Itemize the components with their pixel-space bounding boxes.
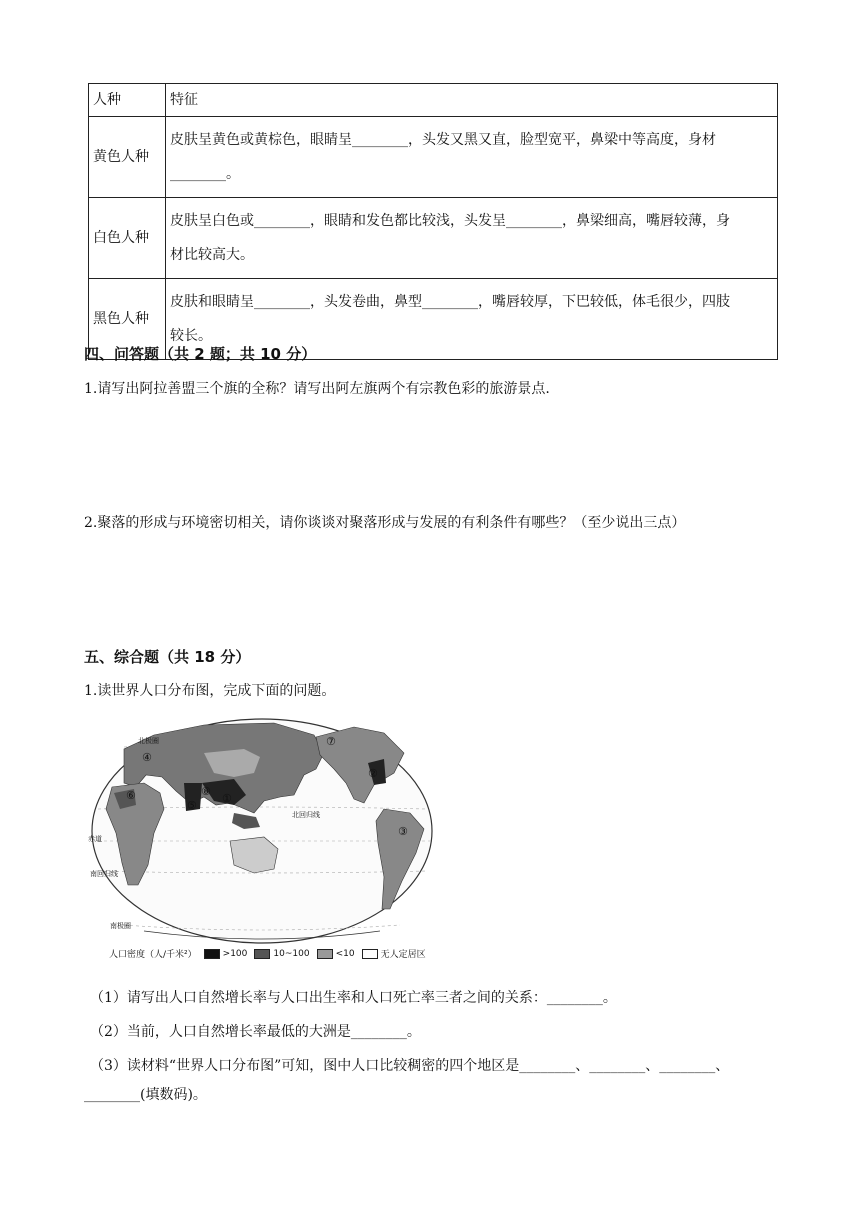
question-5-1: 1.读世界人口分布图，完成下面的问题。 bbox=[84, 683, 336, 699]
equator-label: 赤道 bbox=[88, 835, 102, 843]
marker-1: ① bbox=[222, 792, 232, 805]
race-feature bbox=[166, 117, 778, 198]
subquestion-3: （3）读材料“世界人口分布图”可知，图中人口比较稠密的四个地区是________、________、________、 bbox=[90, 1058, 730, 1074]
marker-8: ⑧ bbox=[201, 785, 211, 798]
legend-title: 人口密度（人/千米²） bbox=[109, 950, 197, 960]
race-name: 黑色人种 bbox=[89, 279, 166, 360]
marker-7: ⑦ bbox=[326, 735, 336, 748]
legend-swatch-uninhabited bbox=[362, 949, 378, 959]
race-feature bbox=[166, 198, 778, 279]
subquestion-1: （1）请写出人口自然增长率与人口出生率和人口死亡率三者之间的关系：________。 bbox=[90, 990, 617, 1006]
marker-6: ⑥ bbox=[126, 789, 136, 802]
feature-line: ________。 bbox=[170, 166, 240, 182]
world-population-map bbox=[84, 713, 440, 963]
marker-2: ② bbox=[368, 767, 378, 780]
legend-swatch-medium bbox=[254, 949, 270, 959]
marker-4: ④ bbox=[142, 751, 152, 764]
subquestion-3-continued: ________(填数码)。 bbox=[84, 1087, 207, 1103]
feature-line: 皮肤呈黄色或黄棕色，眼睛呈________，头发又黑又直，脸型宽平，鼻梁中等高度，身材 bbox=[170, 132, 716, 148]
feature-line: 材比较高大。 bbox=[170, 247, 254, 263]
race-table bbox=[88, 83, 778, 360]
section5-title: 五、综合题（共 18 分） bbox=[84, 648, 251, 666]
legend-label-sparse: <10 bbox=[335, 948, 355, 959]
antarctic-circle-label: 南极圈 bbox=[110, 922, 131, 930]
arctic-circle-label: 北极圈 bbox=[138, 737, 159, 745]
tropic-capricorn-label: 南回归线 bbox=[90, 870, 118, 878]
legend-label-dense: >100 bbox=[222, 948, 248, 959]
race-name: 白色人种 bbox=[89, 198, 166, 279]
subquestion-2: （2）当前，人口自然增长率最低的大洲是________。 bbox=[90, 1024, 421, 1040]
map-legend bbox=[109, 947, 426, 960]
legend-label-uninhabited: 无人定居区 bbox=[380, 950, 426, 960]
question-4-1: 1.请写出阿拉善盟三个旗的全称？请写出阿左旗两个有宗教色彩的旅游景点. bbox=[84, 381, 550, 397]
section4-title: 四、问答题（共 2 题；共 10 分） bbox=[84, 345, 317, 363]
table-row bbox=[89, 117, 778, 198]
race-name: 黄色人种 bbox=[89, 117, 166, 198]
legend-swatch-sparse bbox=[317, 949, 333, 959]
header-race: 人种 bbox=[89, 84, 166, 117]
marker-5: ⑤ bbox=[187, 799, 197, 812]
table-row bbox=[89, 198, 778, 279]
feature-line: 较长。 bbox=[170, 328, 212, 344]
legend-label-medium: 10~100 bbox=[273, 948, 310, 959]
map-svg bbox=[84, 713, 440, 945]
feature-line: 皮肤呈白色或________，眼睛和发色都比较浅，头发呈________，鼻梁细高，嘴唇较薄，身 bbox=[170, 213, 730, 229]
legend-swatch-dense bbox=[204, 949, 220, 959]
header-feature: 特征 bbox=[166, 84, 778, 117]
marker-3: ③ bbox=[398, 825, 408, 838]
tropic-cancer-label: 北回归线 bbox=[292, 811, 320, 819]
feature-line: 皮肤和眼睛呈________，头发卷曲，鼻型________，嘴唇较厚，下巴较低，体毛很少，四肢 bbox=[170, 294, 730, 310]
table-header-row bbox=[89, 84, 778, 117]
question-4-2: 2.聚落的形成与环境密切相关，请你谈谈对聚落形成与发展的有利条件有哪些？（至少说出三点） bbox=[84, 515, 686, 531]
